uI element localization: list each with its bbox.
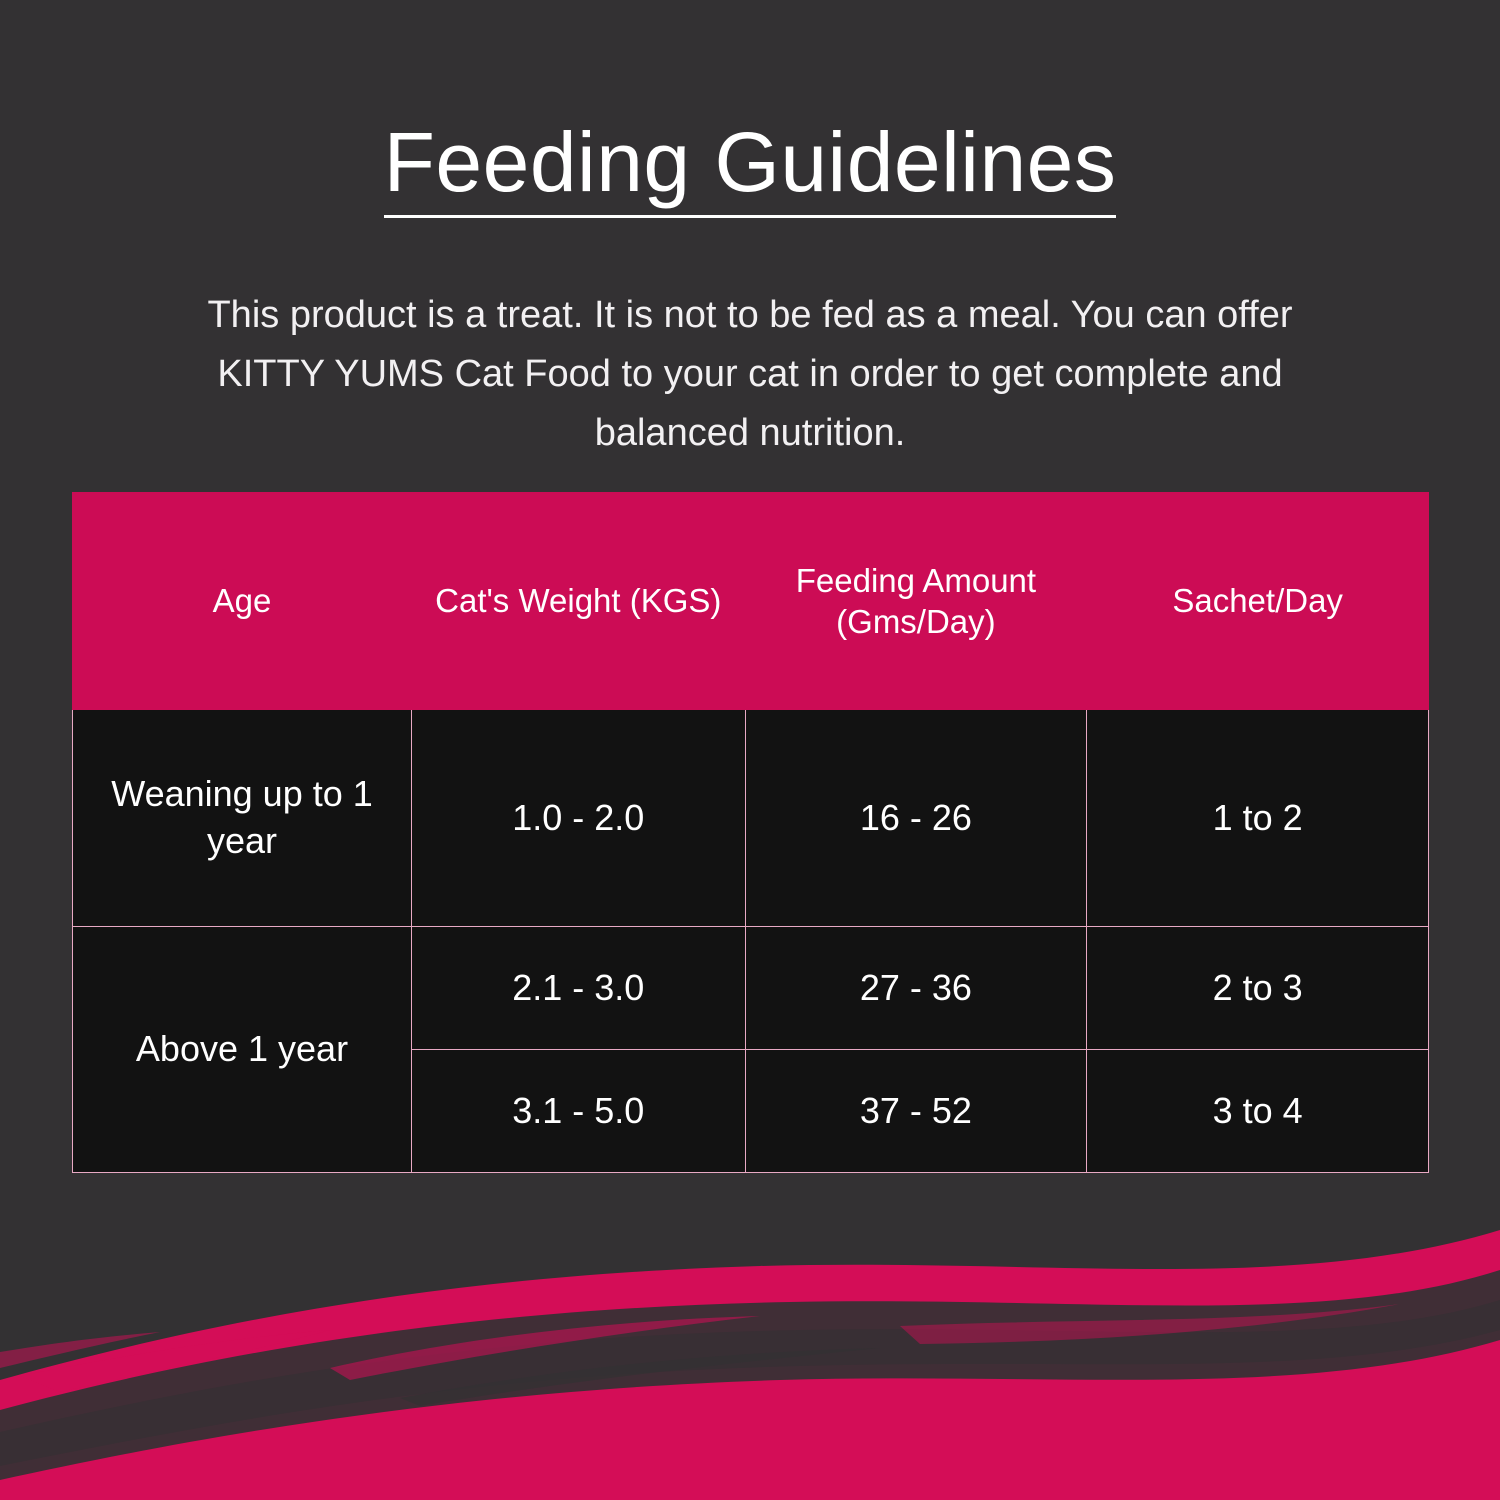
table-header <box>73 493 1429 710</box>
cell-sachet-weaning: 1 to 2 <box>1087 710 1429 927</box>
table-row <box>73 710 1429 927</box>
column-header-weight: Cat's Weight (KGS) <box>412 493 746 710</box>
cell-age-weaning: Weaning up to 1 year <box>73 710 412 927</box>
column-header-age: Age <box>73 493 412 710</box>
table-body <box>73 710 1429 1173</box>
cell-weight-weaning: 1.0 - 2.0 <box>412 710 746 927</box>
page-title <box>0 115 1500 210</box>
table-row <box>73 927 1429 1050</box>
cell-amount-above-1: 27 - 36 <box>745 927 1087 1050</box>
cell-age-above-one-year: Above 1 year <box>73 927 412 1173</box>
cell-sachet-above-2: 3 to 4 <box>1087 1050 1429 1173</box>
column-header-amount: Feeding Amount (Gms/Day) <box>745 493 1087 710</box>
table-header-row <box>73 493 1429 710</box>
page-title-text: Feeding Guidelines <box>384 115 1117 218</box>
feeding-table-wrapper <box>72 492 1429 1173</box>
cell-amount-above-2: 37 - 52 <box>745 1050 1087 1173</box>
column-header-sachet: Sachet/Day <box>1087 493 1429 710</box>
feeding-table <box>72 492 1429 1173</box>
intro-paragraph: This product is a treat. It is not to be fed as a meal. You can offer KITTY YUMS Cat Food to your cat in order to get complete and balanced nutrition. <box>207 294 1293 454</box>
cell-weight-above-2: 3.1 - 5.0 <box>412 1050 746 1173</box>
cell-sachet-above-1: 2 to 3 <box>1087 927 1429 1050</box>
cell-weight-above-1: 2.1 - 3.0 <box>412 927 746 1050</box>
cell-amount-weaning: 16 - 26 <box>745 710 1087 927</box>
